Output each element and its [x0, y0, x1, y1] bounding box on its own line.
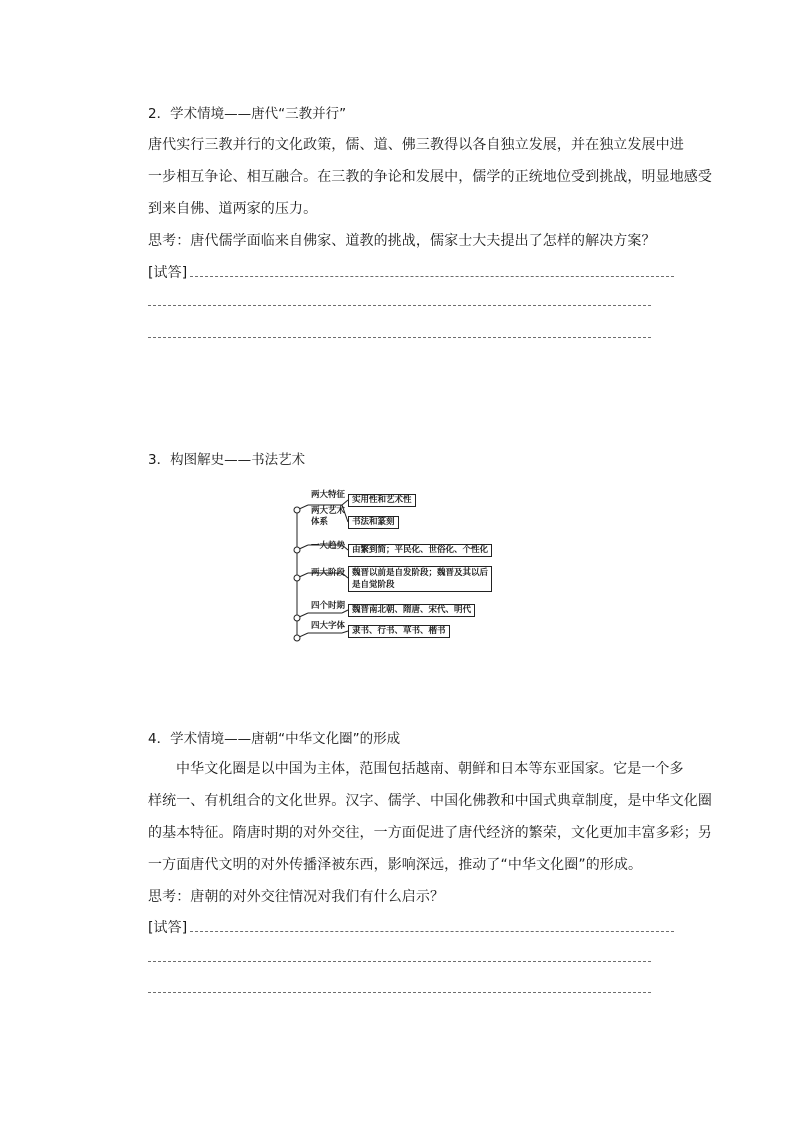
answer-line[interactable]: [148, 305, 651, 306]
diagram-box-line: 是自觉阶段: [352, 580, 395, 590]
section2-title: 2．学术情境——唐代“三教并行”: [148, 106, 347, 122]
diagram-box: 魏晋南北朝、隋唐、宋代、明代: [348, 604, 475, 617]
section2-answer-label: [试答]: [148, 265, 188, 281]
diagram-box-line: 魏晋以前是自发阶段；魏晋及其以后: [352, 568, 489, 578]
diagram-box: 实用性和艺术性: [348, 494, 416, 507]
diagram-label: 四大字体: [311, 621, 346, 631]
diagram-label: 四个时期: [311, 601, 346, 611]
diagram-box: 由繁到简；平民化、世俗化、个性化: [348, 544, 492, 557]
section4-title: 4．学术情境——唐朝“中华文化圈”的形成: [148, 731, 401, 747]
diagram-label: 两大特征: [311, 490, 346, 500]
answer-line[interactable]: [148, 992, 651, 993]
section4-paragraph-line: 一方面唐代文明的对外传播泽被东西，影响深远，推动了“中华文化圈”的形成。: [148, 857, 643, 873]
diagram-label: 体系: [311, 517, 329, 527]
diagram-label: 两大艺术: [311, 506, 346, 516]
answer-line[interactable]: [148, 337, 651, 338]
calligraphy-diagram: [290, 478, 540, 653]
section3-title: 3．构图解史——书法艺术: [148, 452, 306, 468]
diagram-label: 一大趋势: [311, 541, 346, 551]
diagram-box: 隶书、行书、草书、楷书: [348, 625, 450, 638]
diagram-box: 书法和篆刻: [348, 516, 399, 529]
section2-paragraph-line: 到来自佛、道两家的压力。: [148, 201, 318, 217]
section2-question: 思考：唐代儒学面临来自佛家、道教的挑战，儒家士大夫提出了怎样的解决方案？: [148, 233, 656, 249]
section2-paragraph-line: 唐代实行三教并行的文化政策，儒、道、佛三教得以各自独立发展，并在独立发展中进: [148, 137, 684, 153]
section4-question: 思考：唐朝的对外交往情况对我们有什么启示？: [148, 889, 445, 905]
answer-line[interactable]: [148, 961, 651, 962]
answer-line[interactable]: [190, 276, 674, 277]
section2-paragraph-line: 一步相互争论、相互融合。在三教的争论和发展中，儒学的正统地位受到挑战，明显地感受: [148, 169, 712, 185]
answer-line[interactable]: [190, 931, 674, 932]
section4-paragraph-line: 的基本特征。隋唐时期的对外交往，一方面促进了唐代经济的繁荣，文化更加丰富多彩；另: [148, 825, 712, 841]
section4-paragraph-line: 中华文化圈是以中国为主体，范围包括越南、朝鲜和日本等东亚国家。它是一个多: [176, 761, 684, 777]
diagram-box-two-line: [348, 566, 492, 592]
diagram-label: 两大阶段: [311, 568, 346, 578]
section4-paragraph-line: 样统一、有机组合的文化世界。汉字、儒学、中国化佛教和中国式典章制度，是中华文化圈: [148, 793, 712, 809]
section4-answer-label: [试答]: [148, 920, 188, 936]
